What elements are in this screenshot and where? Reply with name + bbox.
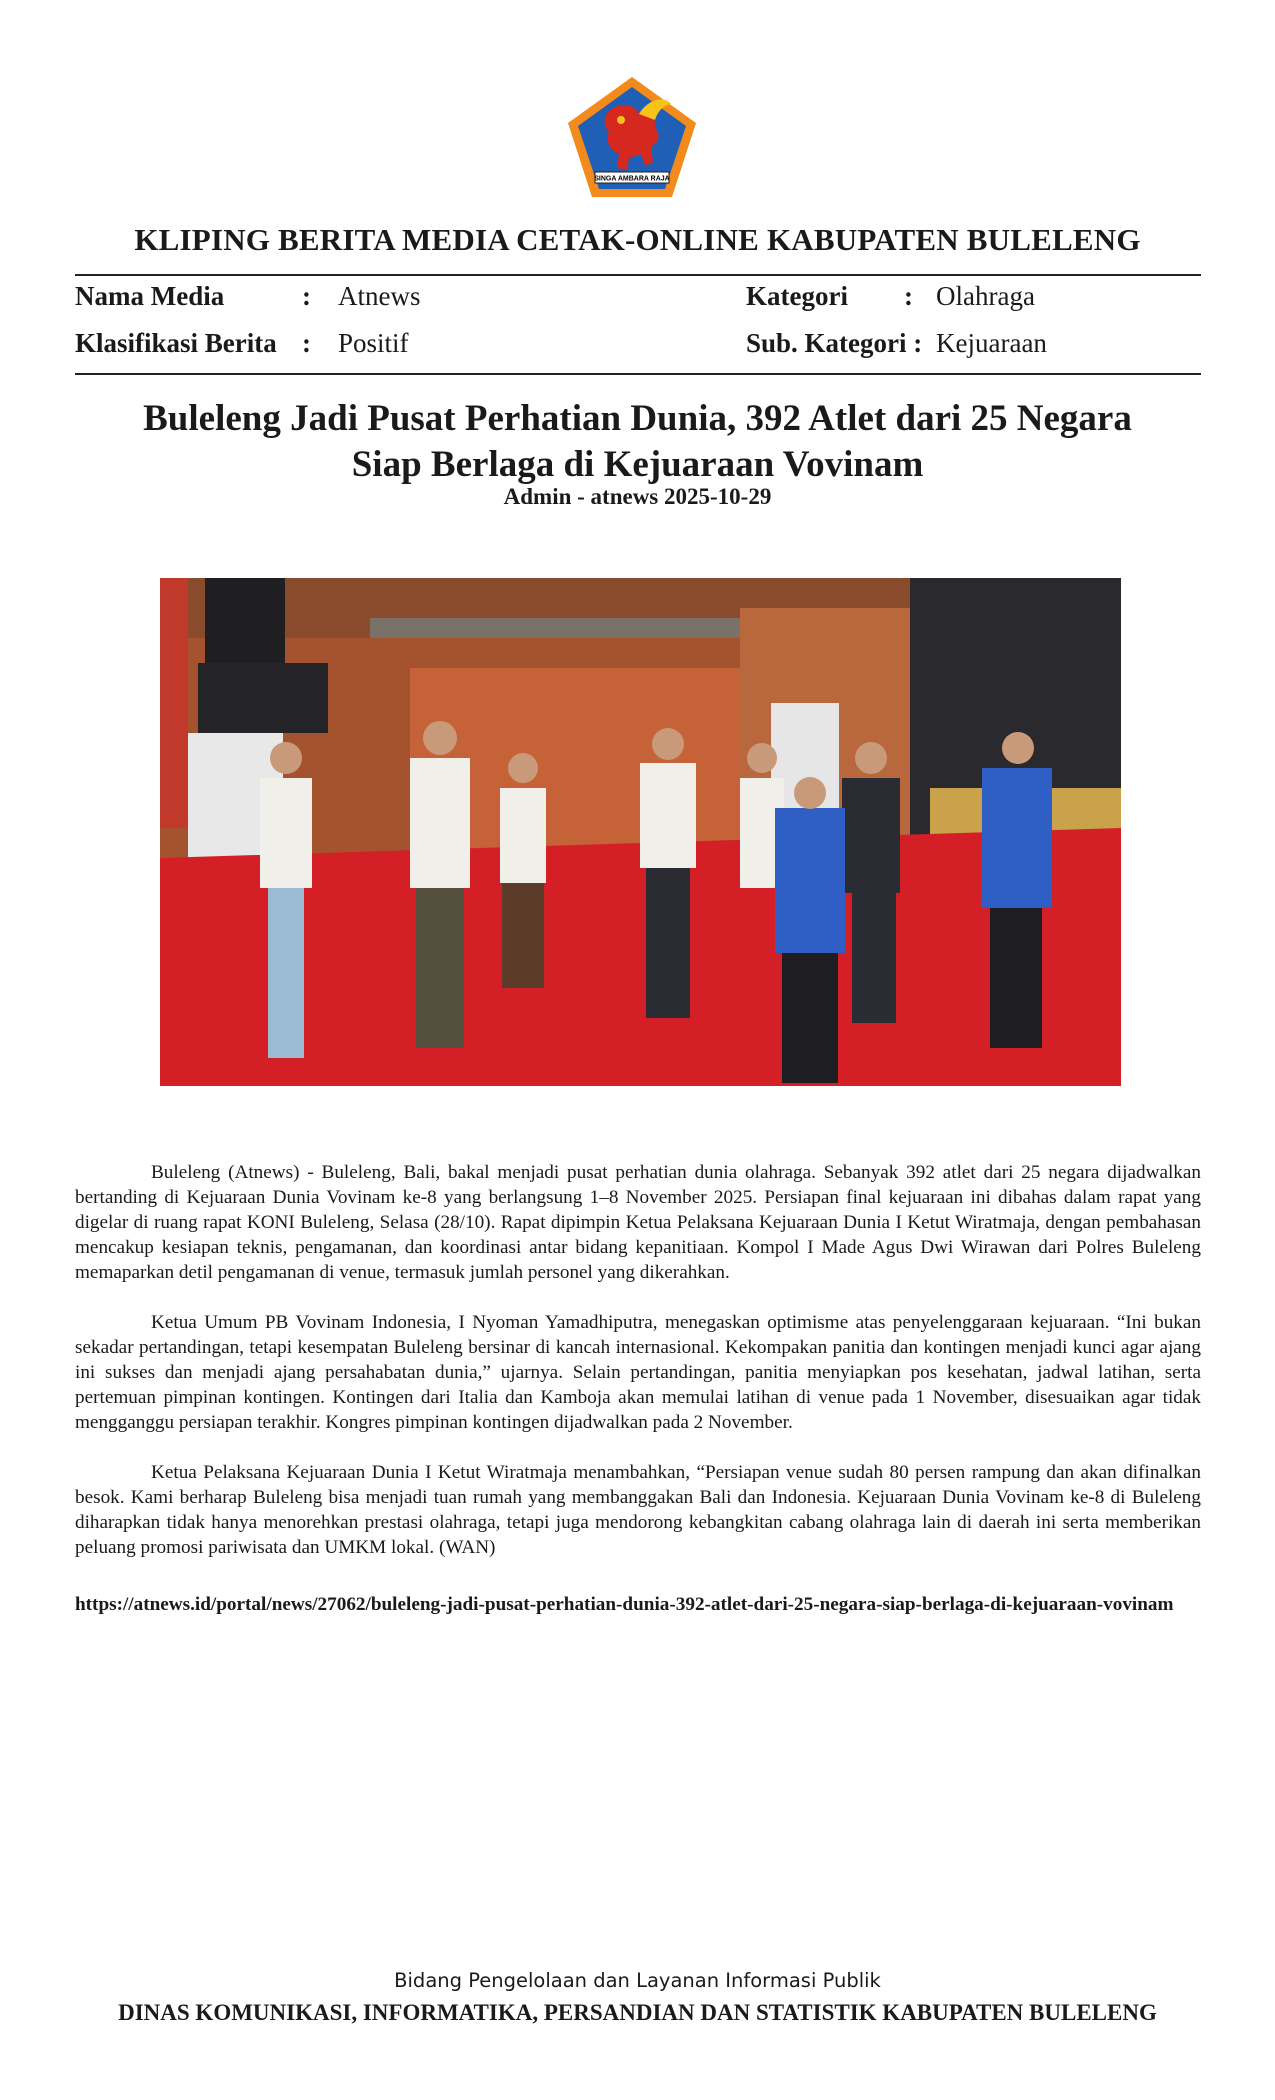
article-paragraph: Ketua Pelaksana Kejuaraan Dunia I Ketut Wiratmaja menambahkan, “Persiapan venue sudah 80 persen rampung dan akan difinalkan besok. Kami berharap Buleleng bisa menjadi tuan rumah yang membanggakan Bali dan Indonesia. Kejuaraan Dunia Vovinam ke-8 di Buleleng diharapkan tidak hanya menorehkan prestasi olahraga, tetapi juga mendorong kebangkitan cabang olahraga lain di daerah ini serta memberikan peluang promosi pariwisata dan UMKM lokal. (WAN) (75, 1462, 1201, 1558)
media-label: Nama Media (75, 281, 225, 311)
article-title-line: Buleleng Jadi Pusat Perhatian Dunia, 392 Atlet dari 25 Negara (143, 398, 1132, 439)
article-title-line: Siap Berlaga di Kejuaraan Vovinam (351, 444, 924, 485)
source-url-link[interactable]: https://atnews.id/portal/news/27062/buleleng-jadi-pusat-perhatian-dunia-392-atlet-dari-25-negara-siap-berlaga-di-kejuaraan-vovinam (75, 1594, 1174, 1615)
article-paragraph: Buleleng (Atnews) - Buleleng, Bali, bakal menjadi pusat perhatian dunia olahraga. Sebanyak 392 atlet dari 25 negara dijadwalkan bertanding di Kejuaraan Dunia Vovinam ke-8 yang berlangsung 1–8 November 2025. Persiapan final kejuaraan ini dibahas dalam rapat yang digelar di ruang rapat KONI Buleleng, Selasa (28/10). Rapat dipimpin Ketua Pelaksana Kejuaraan Dunia I Ketut Wiratmaja, dengan pembahasan mencakup kesiapan teknis, pengamanan, dan koordinasi antar bidang kepanitiaan. Kompol I Made Agus Dwi Wirawan dari Polres Buleleng memaparkan detil pengamanan di venue, termasuk jumlah personel yang dikerahkan. (75, 1162, 1201, 1283)
media-value: Atnews (338, 281, 421, 311)
header-divider-top (75, 274, 1201, 276)
category-label: Kategori (746, 281, 848, 311)
article-photo (160, 578, 1121, 1086)
header-divider-bottom (75, 373, 1201, 375)
article-byline: Admin - atnews 2025-10-29 (503, 484, 772, 509)
article-title (100, 396, 1175, 488)
regency-logo (565, 74, 699, 200)
media-separator: : (302, 281, 311, 311)
subcategory-label: Sub. Kategori : (746, 328, 923, 358)
logo-motto: SINGA AMBARA RAJA (594, 175, 670, 183)
classification-label: Klasifikasi Berita (75, 328, 277, 358)
subcategory-value: Kejuaraan (936, 328, 1047, 358)
classification-value: Positif (338, 328, 409, 358)
footer-agency: DINAS KOMUNIKASI, INFORMATIKA, PERSANDIAN DAN STATISTIK KABUPATEN BULELENG (118, 2000, 1157, 2025)
article-paragraph: Ketua Umum PB Vovinam Indonesia, I Nyoman Yamadhiputra, menegaskan optimisme atas penyelenggaraan kejuaraan. “Ini bukan sekadar pertandingan, tetapi kesempatan Buleleng bersinar di kancah internasional. Kekompakan panitia dan kontingen menjadi kunci agar ajang ini sukses dan menjadi ajang persahabatan dunia,” ujarnya. Selain pertandingan, panitia menyiapkan pos kesehatan, jadwal latihan, serta pertemuan pimpinan kontingen. Kontingen dari Italia dan Kamboja akan memulai latihan di venue pada 1 November, disesuaikan agar tidak mengganggu persiapan terakhir. Kongres pimpinan kontingen dijadwalkan pada 2 November. (75, 1312, 1201, 1433)
article-body (75, 1160, 1201, 1585)
category-separator: : (904, 281, 913, 311)
category-value: Olahraga (936, 281, 1035, 311)
document-header-title: KLIPING BERITA MEDIA CETAK-ONLINE KABUPATEN BULELENG (134, 222, 1141, 257)
classification-separator: : (302, 328, 311, 358)
footer-department: Bidang Pengelolaan dan Layanan Informasi Publik (394, 1969, 881, 1992)
